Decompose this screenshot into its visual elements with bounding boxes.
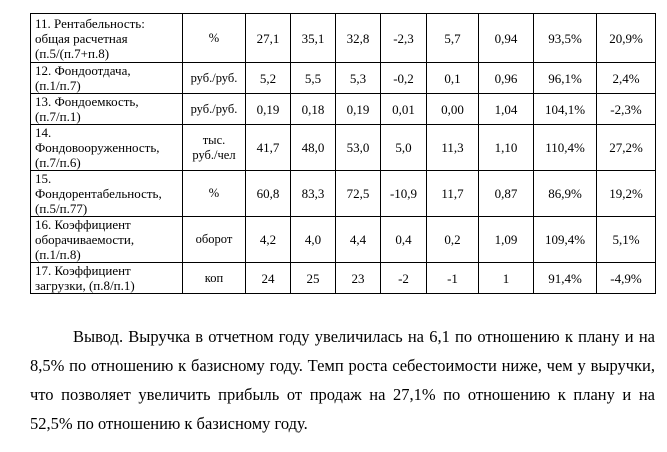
value-cell: 0,2	[427, 217, 479, 263]
value-cell: -2,3%	[597, 94, 656, 125]
indicator-name-line: Фондовооруженность,	[35, 140, 160, 155]
value-cell: 0,18	[291, 94, 336, 125]
table-row	[31, 14, 656, 63]
value-cell: 4,2	[246, 217, 291, 263]
value-cell: -1	[427, 263, 479, 294]
indicator-name-line: общая расчетная	[35, 30, 128, 46]
value-cell: 5,0	[381, 125, 427, 171]
value-cell: 27,1	[246, 14, 291, 63]
unit-line: коп	[204, 270, 224, 285]
table-row	[31, 171, 656, 217]
unit-line: руб./руб.	[190, 70, 238, 85]
value-cell: 0,4	[381, 217, 427, 263]
value-cell: 32,8	[336, 14, 381, 63]
unit-cell	[183, 63, 246, 94]
value-cell: 41,7	[246, 125, 291, 171]
value-cell: 24	[246, 263, 291, 294]
indicator-name-line: (п.1/п.8)	[35, 247, 81, 262]
value-cell: 4,4	[336, 217, 381, 263]
unit-line: оборот	[195, 232, 233, 246]
indicator-name-line: (п.1/п.7)	[35, 78, 81, 93]
value-cell: 1,04	[479, 94, 534, 125]
unit-line: %	[208, 186, 220, 200]
value-cell: 91,4%	[534, 263, 597, 294]
value-cell: 5,7	[427, 14, 479, 63]
value-cell: 104,1%	[534, 94, 597, 125]
indicator-name-line: 14.	[35, 125, 52, 140]
value-cell: 0,1	[427, 63, 479, 94]
unit-cell	[183, 217, 246, 263]
indicator-name-line: (п.7/п.1)	[35, 109, 81, 124]
indicator-name-line: (п.5/п.77)	[35, 201, 88, 216]
unit-line: тыс.	[202, 132, 226, 147]
table-row	[31, 217, 656, 263]
value-cell: 83,3	[291, 171, 336, 217]
indicator-name-line: (п.7/п.6)	[35, 155, 81, 170]
unit-cell	[183, 171, 246, 217]
indicator-name-line: 16. Коэффициент	[35, 217, 131, 232]
value-cell: 93,5%	[534, 14, 597, 63]
table-row	[31, 94, 656, 125]
table-body	[31, 14, 656, 294]
value-cell: -2	[381, 263, 427, 294]
table-row	[31, 63, 656, 94]
value-cell: -0,2	[381, 63, 427, 94]
value-cell: 110,4%	[534, 125, 597, 171]
value-cell: 96,1%	[534, 63, 597, 94]
value-cell: 27,2%	[597, 125, 656, 171]
indicator-name-line: 12. Фондоотдача,	[35, 63, 131, 78]
indicator-name-line: 15.	[35, 171, 52, 186]
indicator-name-cell	[31, 263, 183, 294]
value-cell: 19,2%	[597, 171, 656, 217]
unit-cell	[183, 94, 246, 125]
indicator-name-cell	[31, 217, 183, 263]
value-cell: 109,4%	[534, 217, 597, 263]
unit-cell	[183, 125, 246, 171]
indicators-table	[30, 13, 656, 294]
value-cell: 1	[479, 263, 534, 294]
indicator-name-line: 13. Фондоемкость,	[35, 94, 139, 109]
value-cell: 1,09	[479, 217, 534, 263]
table-row	[31, 125, 656, 171]
value-cell: 20,9%	[597, 14, 656, 63]
value-cell: 0,96	[479, 63, 534, 94]
value-cell: -2,3	[381, 14, 427, 63]
indicator-name-line: Фондорентабельность,	[35, 186, 162, 201]
value-cell: 11,7	[427, 171, 479, 217]
indicator-name-line: 17. Коэффициент	[35, 263, 131, 278]
conclusion-paragraph: Вывод. Выручка в отчетном году увеличилась на 6,1 по отношению к плану и на 8,5% по отношению к базисному году. Темп роста себестоимости ниже, чем у выручки, что позволяет увеличить прибыль от продаж на 27,1% по отношению к плану и на 52,5% по отношению к базисному году.	[30, 327, 655, 433]
indicator-name-cell	[31, 125, 183, 171]
unit-cell	[183, 263, 246, 294]
indicator-name-line: (п.5/(п.7+п.8)	[35, 45, 110, 61]
indicator-name-cell	[31, 14, 183, 63]
unit-line: %	[208, 30, 220, 45]
value-cell: 5,2	[246, 63, 291, 94]
value-cell: 35,1	[291, 14, 336, 63]
value-cell: 23	[336, 263, 381, 294]
value-cell: 5,3	[336, 63, 381, 94]
value-cell: 0,00	[427, 94, 479, 125]
unit-line: руб./руб.	[190, 101, 238, 116]
indicator-name-cell	[31, 63, 183, 94]
value-cell: 2,4%	[597, 63, 656, 94]
value-cell: 0,87	[479, 171, 534, 217]
value-cell: 53,0	[336, 125, 381, 171]
value-cell: 0,94	[479, 14, 534, 63]
value-cell: 48,0	[291, 125, 336, 171]
value-cell: 72,5	[336, 171, 381, 217]
value-cell: 11,3	[427, 125, 479, 171]
value-cell: 0,01	[381, 94, 427, 125]
value-cell: 60,8	[246, 171, 291, 217]
value-cell: 1,10	[479, 125, 534, 171]
unit-line: руб./чел	[192, 147, 236, 162]
indicator-name-line: оборачиваемости,	[35, 232, 135, 247]
value-cell: 4,0	[291, 217, 336, 263]
value-cell: 5,5	[291, 63, 336, 94]
indicator-name-line: загрузки, (п.8/п.1)	[35, 278, 135, 293]
indicator-name-cell	[31, 94, 183, 125]
value-cell: -10,9	[381, 171, 427, 217]
value-cell: 0,19	[246, 94, 291, 125]
indicator-name-line: 11. Рентабельность:	[35, 15, 145, 31]
value-cell: 0,19	[336, 94, 381, 125]
value-cell: -4,9%	[597, 263, 656, 294]
table-row	[31, 263, 656, 294]
value-cell: 86,9%	[534, 171, 597, 217]
unit-cell	[183, 14, 246, 63]
value-cell: 5,1%	[597, 217, 656, 263]
indicator-name-cell	[31, 171, 183, 217]
value-cell: 25	[291, 263, 336, 294]
